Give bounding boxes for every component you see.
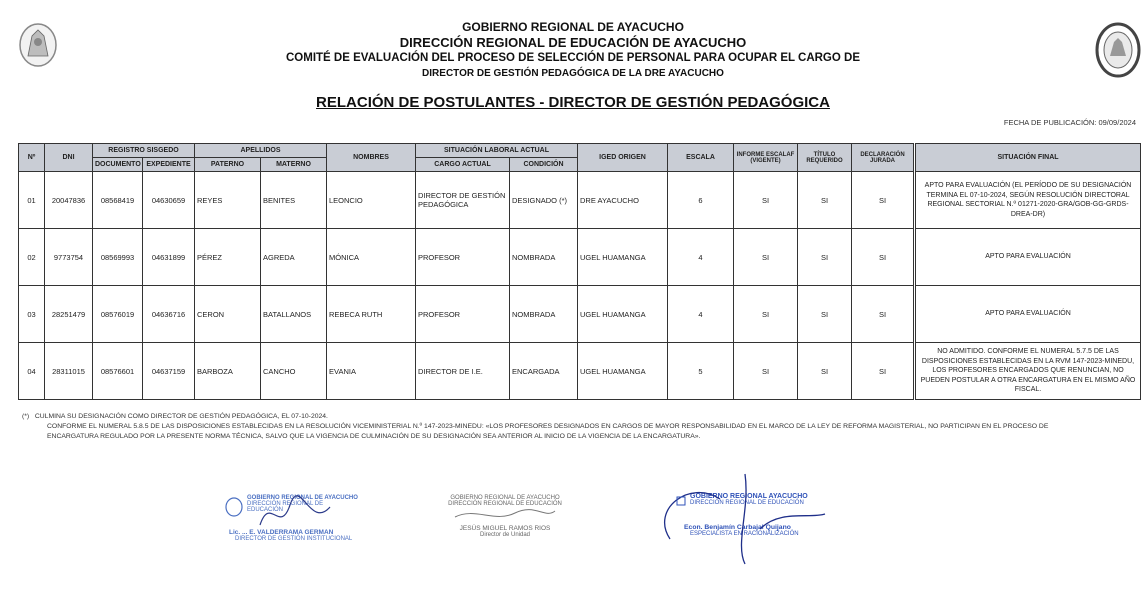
final-status-table xyxy=(915,143,1141,400)
cell-n: 01 xyxy=(19,172,45,229)
cell-dni: 20047836 xyxy=(45,172,93,229)
cell-condicion: DESIGNADO (*) xyxy=(510,172,578,229)
header-documento: DOCUMENTO xyxy=(93,158,143,172)
cell-escala: 4 xyxy=(668,229,734,286)
signer-role: Director de Unidad xyxy=(479,532,531,538)
cell-expediente: 04630659 xyxy=(143,172,195,229)
cell-expediente: 04637159 xyxy=(143,343,195,400)
cell-paterno: CERON xyxy=(195,286,261,343)
applicants-table xyxy=(18,143,914,400)
cell-dni: 28251479 xyxy=(45,286,93,343)
stamp-org: GOBIERNO REGIONAL AYACUCHO xyxy=(690,493,808,500)
cell-declaracion: SI xyxy=(852,286,914,343)
footnote-line1: CULMINA SU DESIGNACIÓN COMO DIRECTOR DE GESTIÓN PEDAGÓGICA, EL 07-10-2024. xyxy=(34,413,328,420)
cell-final: APTO PARA EVALUACIÓN xyxy=(916,286,1141,343)
header-apellidos: APELLIDOS xyxy=(195,144,327,158)
header-nombres: NOMBRES xyxy=(327,144,416,172)
stamp-emblem-icon xyxy=(676,496,686,506)
cell-dni: 9773754 xyxy=(45,229,93,286)
cell-expediente: 04631899 xyxy=(143,229,195,286)
cell-condicion: ENCARGADA xyxy=(510,343,578,400)
handwritten-signature-icon xyxy=(255,495,335,535)
cell-iged: UGEL HUAMANGA xyxy=(578,286,668,343)
header-situacion: SITUACIÓN LABORAL ACTUAL xyxy=(416,144,578,158)
header-n: Nº xyxy=(19,144,45,172)
handwritten-signature-icon xyxy=(450,505,560,525)
cell-expediente: 04636716 xyxy=(143,286,195,343)
cell-declaracion: SI xyxy=(852,229,914,286)
cell-titulo: SI xyxy=(798,343,852,400)
cell-iged: DRE AYACUCHO xyxy=(578,172,668,229)
signer-name: JESÚS MIGUEL RAMOS RIOS xyxy=(459,525,551,532)
header-declaracion: DECLARACIÓN JURADA xyxy=(852,144,914,172)
cell-condicion: NOMBRADA xyxy=(510,229,578,286)
stamp-org: GOBIERNO REGIONAL DE AYACUCHO xyxy=(450,495,560,501)
header-titulo: TÍTULO REQUERIDO xyxy=(798,144,852,172)
cell-materno: CANCHO xyxy=(261,343,327,400)
cell-declaracion: SI xyxy=(852,172,914,229)
footnote-line3: ENCARGATURA REGULADO POR LA PRESENTE NORMA TÉCNICA, SALVO QUE LA VIGENCIA DE CULMINACIÓN DE SU DESIGNACIÓN SEA ANTERIOR AL INICIO DE LA VIGENCIA DE LA ENCARGATURA». xyxy=(47,433,701,440)
handwritten-signature-icon xyxy=(650,469,830,569)
table-row xyxy=(19,286,914,343)
signer-name: Econ. Benjamín Carbajal Quijano xyxy=(684,524,791,531)
cell-n: 02 xyxy=(19,229,45,286)
cell-cargo: PROFESOR xyxy=(416,286,510,343)
stamp-emblem-icon xyxy=(225,497,243,517)
header-condicion: CONDICIÓN xyxy=(510,158,578,172)
header-committee: COMITÉ DE EVALUACIÓN DEL PROCESO DE SELECCIÓN DE PERSONAL PARA OCUPAR EL CARGO DE xyxy=(286,52,860,64)
cell-final: APTO PARA EVALUACIÓN (EL PERÍODO DE SU DESIGNACIÓN TERMINA EL 07-10-2024, SEGÚN RESOLUCIÓN DIRECTORAL REGIONAL SECTORIAL N.º 01271-2020-GRA/GOB-GG-GRDS-DREA-DR) xyxy=(916,172,1141,229)
cell-materno: BATALLANOS xyxy=(261,286,327,343)
cell-nombres: LEONCIO xyxy=(327,172,416,229)
header-government: GOBIERNO REGIONAL DE AYACUCHO xyxy=(462,20,684,34)
cell-cargo: DIRECTOR DE GESTIÓN PEDAGÓGICA xyxy=(416,172,510,229)
signer-role: ESPECIALISTA EN RACIONALIZACIÓN xyxy=(690,531,799,537)
table-row xyxy=(19,229,914,286)
cell-cargo: PROFESOR xyxy=(416,229,510,286)
cell-documento: 08576601 xyxy=(93,343,143,400)
signature-stamp-3 xyxy=(672,493,812,537)
cell-final: APTO PARA EVALUACIÓN xyxy=(916,229,1141,286)
stamp-sub: DIRECCIÓN REGIONAL DE EDUCACIÓN xyxy=(247,501,324,513)
signature-stamp-1 xyxy=(225,495,360,542)
header-expediente: EXPEDIENTE xyxy=(143,158,195,172)
cell-documento: 08576019 xyxy=(93,286,143,343)
cell-escala: 5 xyxy=(668,343,734,400)
cell-titulo: SI xyxy=(798,229,852,286)
cell-paterno: PÉREZ xyxy=(195,229,261,286)
table-row xyxy=(19,343,914,400)
cell-paterno: BARBOZA xyxy=(195,343,261,400)
cell-informe: SI xyxy=(734,172,798,229)
cell-declaracion: SI xyxy=(852,343,914,400)
cell-iged: UGEL HUAMANGA xyxy=(578,343,668,400)
cell-final: NO ADMITIDO. CONFORME EL NUMERAL 5.7.5 DE LAS DISPOSICIONES ESTABLECIDAS EN LA RVM 147-2023-MINEDU, LOS PROFESORES ENCARGADOS QUE RENUNCIAN, NO PUEDEN POSTULAR A OTRA ENCARGATURA EN EL MISMO AÑO FISCAL. xyxy=(916,343,1141,400)
header-escala: ESCALA xyxy=(668,144,734,172)
stamp-sub: DIRECCIÓN REGIONAL DE EDUCACIÓN xyxy=(448,501,562,507)
footnote xyxy=(22,413,328,420)
cell-informe: SI xyxy=(734,286,798,343)
cell-n: 04 xyxy=(19,343,45,400)
header-iged: IGED ORIGEN xyxy=(578,144,668,172)
header-informe: INFORME ESCALAF (VIGENTE) xyxy=(734,144,798,172)
cell-escala: 4 xyxy=(668,286,734,343)
stamp-org: GOBIERNO REGIONAL DE AYACUCHO xyxy=(247,495,358,501)
cell-cargo: DIRECTOR DE I.E. xyxy=(416,343,510,400)
header-position: DIRECTOR DE GESTIÓN PEDAGÓGICA DE LA DRE AYACUCHO xyxy=(422,68,724,79)
cell-escala: 6 xyxy=(668,172,734,229)
cell-condicion: NOMBRADA xyxy=(510,286,578,343)
header-materno: MATERNO xyxy=(261,158,327,172)
cell-n: 03 xyxy=(19,286,45,343)
cell-iged: UGEL HUAMANGA xyxy=(578,229,668,286)
cell-materno: AGREDA xyxy=(261,229,327,286)
cell-informe: SI xyxy=(734,229,798,286)
header-cargo: CARGO ACTUAL xyxy=(416,158,510,172)
header-direction: DIRECCIÓN REGIONAL DE EDUCACIÓN DE AYACUCHO xyxy=(399,35,747,50)
publication-date: FECHA DE PUBLICACIÓN: 09/09/2024 xyxy=(1003,118,1136,127)
cell-nombres: EVANIA xyxy=(327,343,416,400)
cell-materno: BENITES xyxy=(261,172,327,229)
cell-titulo: SI xyxy=(798,172,852,229)
cell-documento: 08568419 xyxy=(93,172,143,229)
header-paterno: PATERNO xyxy=(195,158,261,172)
header-registro: REGISTRO SISGEDO xyxy=(93,144,195,158)
stamp-sub: DIRECCIÓN REGIONAL DE EDUCACIÓN xyxy=(690,500,804,506)
header-final: SITUACIÓN FINAL xyxy=(916,144,1141,172)
signer-role: DIRECTOR DE GESTIÓN INSTITUCIONAL xyxy=(235,536,353,542)
header-dni: DNI xyxy=(45,144,93,172)
cell-paterno: REYES xyxy=(195,172,261,229)
table-row xyxy=(19,172,914,229)
cell-documento: 08569993 xyxy=(93,229,143,286)
cell-dni: 28311015 xyxy=(45,343,93,400)
cell-titulo: SI xyxy=(798,286,852,343)
cell-informe: SI xyxy=(734,343,798,400)
signature-stamp-2 xyxy=(445,495,565,538)
cell-nombres: REBECA RUTH xyxy=(327,286,416,343)
footnote-line2: CONFORME EL NUMERAL 5.8.5 DE LAS DISPOSICIONES ESTABLECIDAS EN LA RESOLUCIÓN VICEMINISTERIAL N.º 147-2023-MINEDU: «LOS PROFESORES DESIGNADOS EN CARGOS DE MAYOR RESPONSABILIDAD EN EL MARCO DE LA LEY DE REFORMA MAGISTERIAL, NO PARTICIPAN EN EL PROCESO DE xyxy=(47,423,1049,430)
page-title: RELACIÓN DE POSTULANTES - DIRECTOR DE GESTIÓN PEDAGÓGICA xyxy=(316,94,830,111)
cell-nombres: MÓNICA xyxy=(327,229,416,286)
signer-name: Lic. ... E. VALDERRAMA GERMAN xyxy=(229,529,334,536)
footnote-mark: (*) xyxy=(22,413,30,420)
